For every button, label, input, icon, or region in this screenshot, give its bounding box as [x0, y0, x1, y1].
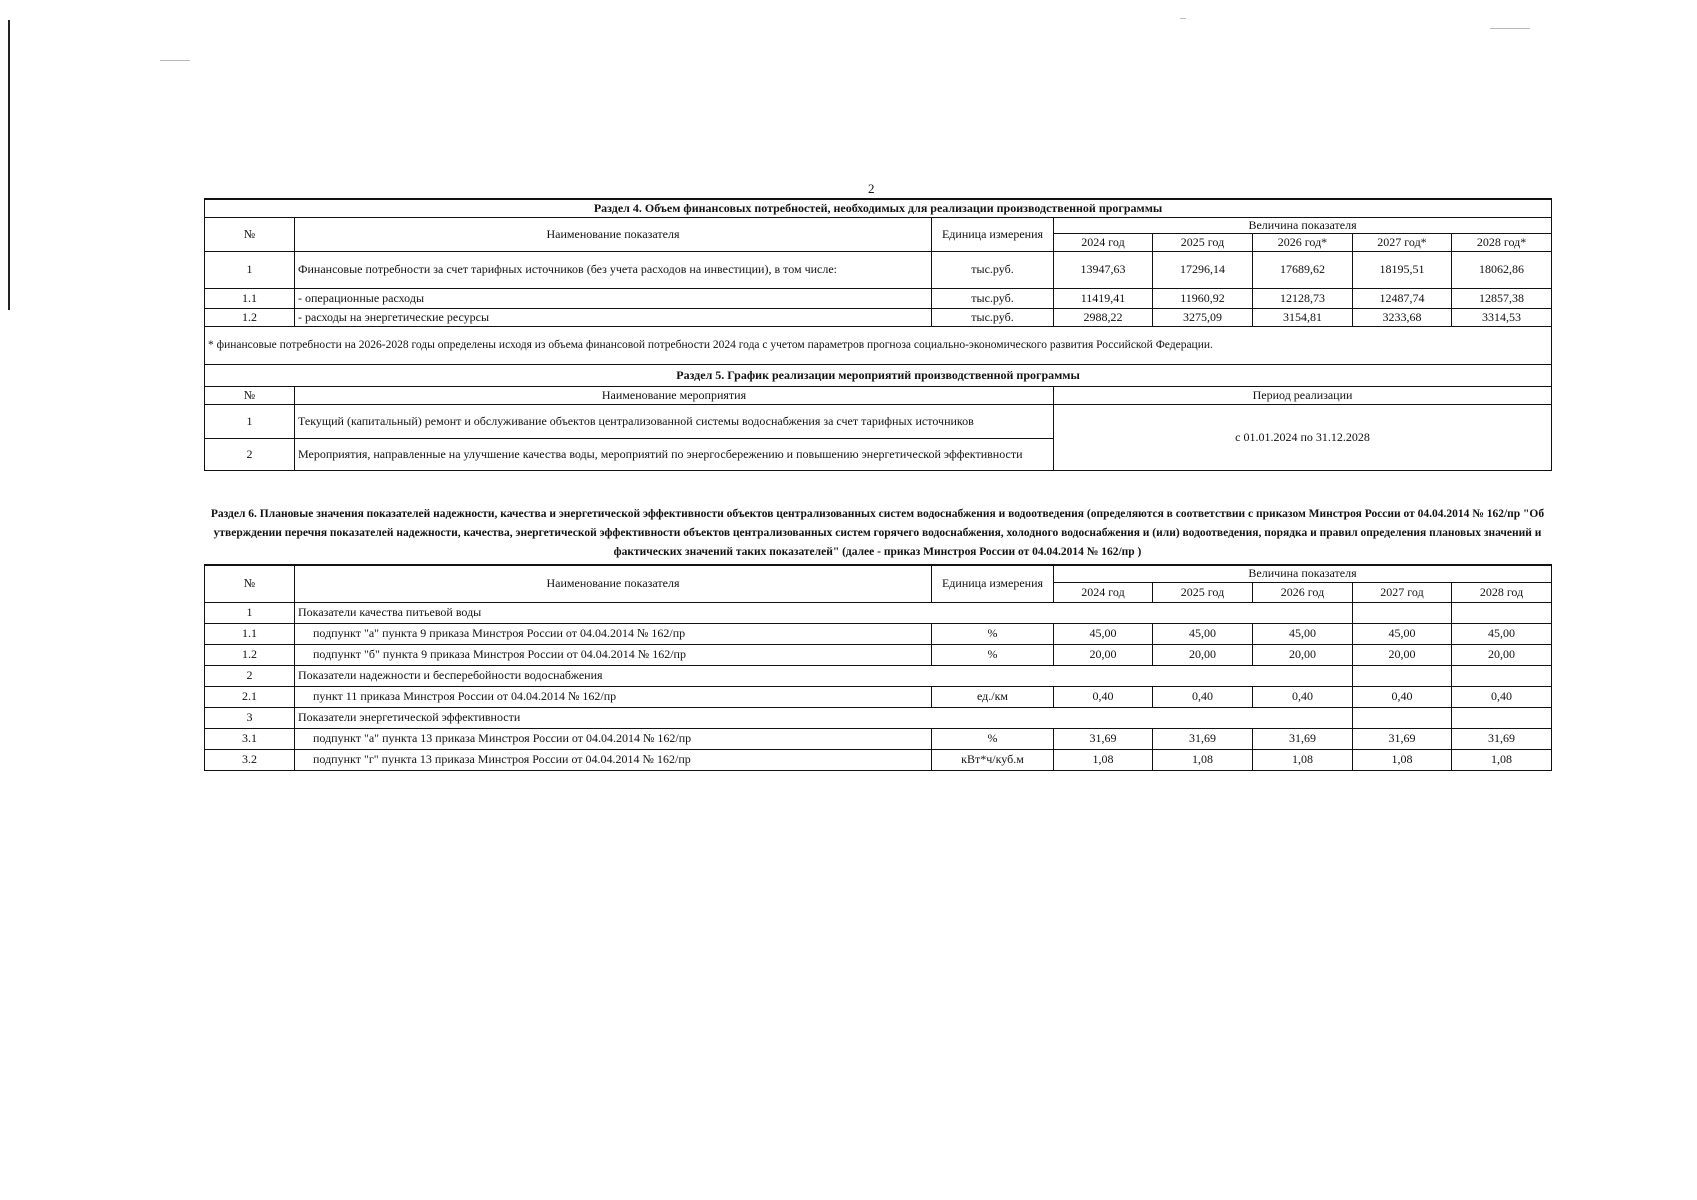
period-cell: с 01.01.2024 по 31.12.2028 [1054, 404, 1552, 470]
row-value: 12857,38 [1452, 288, 1552, 308]
header-year: 2028 год [1452, 582, 1552, 602]
row-value: 45,00 [1153, 623, 1253, 644]
row-value: 11960,92 [1153, 288, 1253, 308]
section6-title: Раздел 6. Плановые значения показателей надежности, качества и энергетической эффективности объектов централизованных систем водоснабжения и водоотведения (определяются в соответствии с приказом Минстроя России от 04.04.2014 № 162/пр "Об утверждении перечня показателей надежности, качества, энергетической эффективности объектов централизованных систем горячего водоснабжения, холодного водоснабжения и (или) водоотведения, порядка и правил определения плановых значений и фактических значений таких показателей" (далее - приказ Минстроя России от 04.04.2014 № 162/пр ) [210, 508, 1545, 558]
row-value: 12128,73 [1253, 288, 1353, 308]
row-name: Текущий (капитальный) ремонт и обслуживание объектов централизованной системы водоснабжения за счет тарифных источников [295, 404, 1054, 438]
scan-speck [1180, 18, 1186, 19]
row-num: 1 [205, 404, 295, 438]
row-value: 31,69 [1353, 728, 1452, 749]
empty-cell [1452, 665, 1552, 686]
header-value-group: Величина показателя [1054, 217, 1552, 233]
table-row [205, 644, 1552, 665]
row-name: Мероприятия, направленные на улучшение качества воды, мероприятий по энергосбережению и повышению энергетической эффективности [295, 438, 1054, 470]
table-row [205, 728, 1552, 749]
row-value: 0,40 [1054, 686, 1153, 707]
row-name: подпункт "а" пункта 9 приказа Минстроя России от 04.04.2014 № 162/пр [295, 623, 932, 644]
row-value: 20,00 [1452, 644, 1552, 665]
section4-title: Раздел 4. Объем финансовых потребностей, необходимых для реализации производственной программы [205, 199, 1552, 217]
header-num: № [205, 217, 295, 251]
row-value: 17689,62 [1253, 251, 1353, 288]
row-value: 0,40 [1452, 686, 1552, 707]
row-value: 0,40 [1253, 686, 1353, 707]
header-name: Наименование показателя [295, 217, 932, 251]
empty-cell [1353, 665, 1452, 686]
section6-table [204, 564, 1552, 771]
row-num: 1.2 [205, 644, 295, 665]
row-value: 45,00 [1452, 623, 1552, 644]
header-num: № [205, 565, 295, 602]
row-num: 1.1 [205, 623, 295, 644]
row-num: 2.1 [205, 686, 295, 707]
row-value: 1,08 [1153, 749, 1253, 770]
row-value: 1,08 [1452, 749, 1552, 770]
section5-title: Раздел 5. График реализации мероприятий производственной программы [205, 364, 1552, 386]
row-value: 18062,86 [1452, 251, 1552, 288]
table-row [205, 749, 1552, 770]
row-value: 3275,09 [1153, 308, 1253, 326]
row-value: 20,00 [1054, 644, 1153, 665]
row-num: 3.2 [205, 749, 295, 770]
header-year: 2026 год* [1253, 233, 1353, 251]
scan-speck [1490, 28, 1530, 29]
header-year: 2024 год [1054, 582, 1153, 602]
header-year: 2027 год [1353, 582, 1452, 602]
section4-note: * финансовые потребности на 2026-2028 годы определены исходя из объема финансовой потребности 2024 года с учетом параметров прогноза социально-экономического развития Российской Федерации. [205, 326, 1552, 364]
row-value: 18195,51 [1353, 251, 1452, 288]
row-value: 20,00 [1353, 644, 1452, 665]
row-num: 2 [205, 438, 295, 470]
table-row [205, 623, 1552, 644]
row-name: - расходы на энергетические ресурсы [295, 308, 932, 326]
header-year: 2024 год [1054, 233, 1153, 251]
empty-cell [1452, 602, 1552, 623]
table-row [205, 686, 1552, 707]
group-row [205, 665, 1552, 686]
row-num: 1.1 [205, 288, 295, 308]
table-row [205, 288, 1552, 308]
table-row [205, 251, 1552, 288]
page-number: 2 [868, 181, 875, 196]
group-row [205, 602, 1552, 623]
row-unit: тыс.руб. [932, 251, 1054, 288]
row-value: 45,00 [1054, 623, 1153, 644]
header-unit: Единица измерения [932, 565, 1054, 602]
header-value-group: Величина показателя [1054, 565, 1552, 582]
header-name: Наименование показателя [295, 565, 932, 602]
row-unit: % [932, 623, 1054, 644]
group-name: Показатели качества питьевой воды [295, 602, 1353, 623]
row-value: 17296,14 [1153, 251, 1253, 288]
row-num: 3 [205, 707, 295, 728]
scan-edge-line [8, 20, 10, 310]
row-value: 0,40 [1353, 686, 1452, 707]
row-name: пункт 11 приказа Минстроя России от 04.04.2014 № 162/пр [295, 686, 932, 707]
header-num: № [205, 386, 295, 404]
row-num: 1 [205, 251, 295, 288]
row-num: 1.2 [205, 308, 295, 326]
group-name: Показатели надежности и бесперебойности водоснабжения [295, 665, 1353, 686]
header-year: 2028 год* [1452, 233, 1552, 251]
row-value: 20,00 [1153, 644, 1253, 665]
row-name: - операционные расходы [295, 288, 932, 308]
row-unit: % [932, 644, 1054, 665]
row-name: подпункт "а" пункта 13 приказа Минстроя России от 04.04.2014 № 162/пр [295, 728, 932, 749]
header-period: Период реализации [1054, 386, 1552, 404]
row-value: 2988,22 [1054, 308, 1153, 326]
header-year: 2026 год [1253, 582, 1353, 602]
row-unit: кВт*ч/куб.м [932, 749, 1054, 770]
header-year: 2025 год [1153, 582, 1253, 602]
row-value: 20,00 [1253, 644, 1353, 665]
row-value: 45,00 [1353, 623, 1452, 644]
row-num: 2 [205, 665, 295, 686]
row-value: 3314,53 [1452, 308, 1552, 326]
row-value: 3233,68 [1353, 308, 1452, 326]
row-value: 45,00 [1253, 623, 1353, 644]
header-year: 2027 год* [1353, 233, 1452, 251]
row-num: 1 [205, 602, 295, 623]
empty-cell [1452, 707, 1552, 728]
row-value: 31,69 [1153, 728, 1253, 749]
scan-speck [160, 60, 190, 61]
row-unit: % [932, 728, 1054, 749]
row-value: 31,69 [1253, 728, 1353, 749]
row-value: 1,08 [1253, 749, 1353, 770]
row-value: 3154,81 [1253, 308, 1353, 326]
row-value: 31,69 [1054, 728, 1153, 749]
section4-5-table [204, 198, 1552, 471]
row-value: 1,08 [1054, 749, 1153, 770]
row-value: 11419,41 [1054, 288, 1153, 308]
row-unit: тыс.руб. [932, 308, 1054, 326]
row-value: 13947,63 [1054, 251, 1153, 288]
row-name: подпункт "г" пункта 13 приказа Минстроя России от 04.04.2014 № 162/пр [295, 749, 932, 770]
row-unit: ед./км [932, 686, 1054, 707]
group-row [205, 707, 1552, 728]
row-value: 31,69 [1452, 728, 1552, 749]
empty-cell [1353, 602, 1452, 623]
header-year: 2025 год [1153, 233, 1253, 251]
row-value: 0,40 [1153, 686, 1253, 707]
empty-cell [1353, 707, 1452, 728]
header-name: Наименование мероприятия [295, 386, 1054, 404]
row-num: 3.1 [205, 728, 295, 749]
table-row [205, 404, 1552, 438]
header-unit: Единица измерения [932, 217, 1054, 251]
group-name: Показатели энергетической эффективности [295, 707, 1353, 728]
row-value: 1,08 [1353, 749, 1452, 770]
table-row [205, 308, 1552, 326]
row-value: 12487,74 [1353, 288, 1452, 308]
row-unit: тыс.руб. [932, 288, 1054, 308]
row-name: подпункт "б" пункта 9 приказа Минстроя России от 04.04.2014 № 162/пр [295, 644, 932, 665]
row-name: Финансовые потребности за счет тарифных источников (без учета расходов на инвестиции), в том числе: [295, 251, 932, 288]
